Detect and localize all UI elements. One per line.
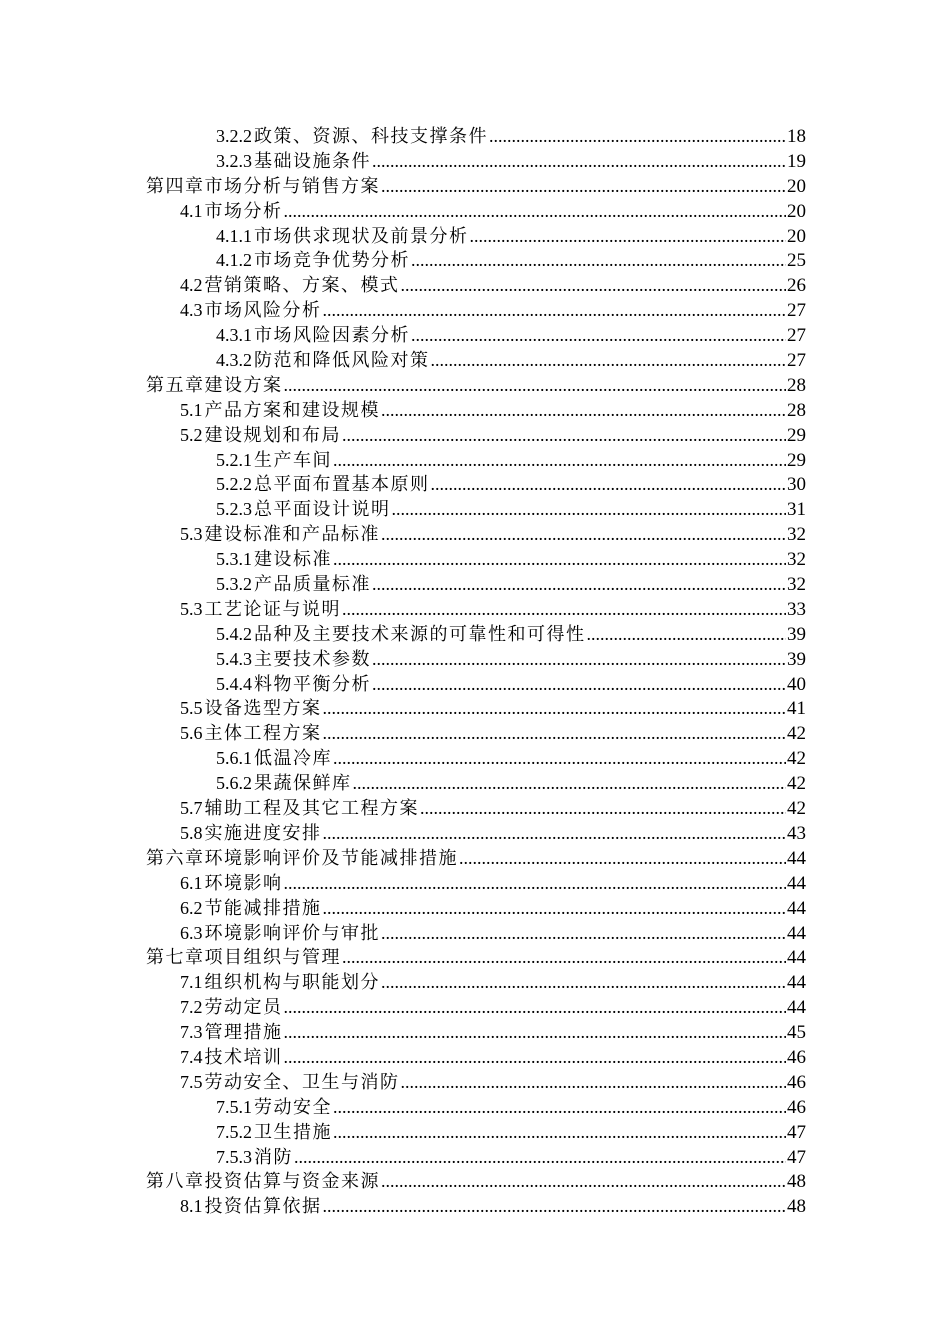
- toc-page-number: 44: [787, 922, 806, 944]
- toc-dot-leader: [323, 896, 787, 921]
- toc-entry-title: [216, 1120, 332, 1146]
- toc-entry[interactable]: [146, 398, 806, 423]
- toc-entry-title: [216, 448, 332, 474]
- toc-entry-text: 低温冷库: [254, 748, 332, 770]
- toc-dot-leader: [333, 547, 786, 572]
- toc-entry-text: 生产车间: [254, 449, 332, 471]
- toc-dot-leader: [372, 149, 786, 174]
- toc-entry-title: [180, 423, 341, 449]
- toc-entry-title: [216, 323, 410, 349]
- toc-page-number: 40: [787, 673, 806, 695]
- toc-entry-number: 5.6.2: [216, 773, 252, 794]
- toc-dot-leader: [489, 124, 786, 149]
- toc-page-number: 31: [787, 499, 806, 521]
- toc-entry-number: 7.2: [180, 997, 203, 1018]
- toc-entry-text: 第四章市场分析与销售方案: [146, 175, 380, 197]
- toc-dot-leader: [392, 497, 787, 522]
- toc-dot-leader: [381, 970, 786, 995]
- toc-entry-title: [216, 672, 371, 698]
- toc-entry-number: 6.3: [180, 922, 203, 943]
- toc-entry-title: [180, 821, 322, 847]
- toc-entry[interactable]: [146, 1020, 806, 1045]
- toc-entry[interactable]: [146, 746, 806, 771]
- toc-entry-text: 主要技术参数: [254, 648, 371, 670]
- toc-entry[interactable]: [146, 199, 806, 224]
- toc-entry-number: 3.2.2: [216, 126, 252, 146]
- toc-entry[interactable]: [146, 224, 806, 249]
- toc-page-number: 27: [787, 350, 806, 372]
- toc-entry-title: [216, 124, 488, 150]
- toc-entry-title: [180, 896, 322, 922]
- toc-entry-number: 5.7: [180, 798, 203, 819]
- toc-entry-text: 建设标准和产品标准: [204, 524, 380, 546]
- toc-page-number: 20: [787, 175, 806, 197]
- toc-entry-text: 第七章项目组织与管理: [146, 947, 341, 969]
- toc-dot-leader: [381, 522, 786, 547]
- toc-dot-leader: [333, 448, 786, 473]
- toc-entry-text: 第八章投资估算与资金来源: [146, 1171, 380, 1193]
- toc-dot-leader: [411, 323, 786, 348]
- toc-page-number: 42: [787, 748, 806, 770]
- toc-entry[interactable]: [146, 547, 806, 572]
- toc-dot-leader: [420, 796, 786, 821]
- toc-entry-text: 产品质量标准: [254, 574, 371, 596]
- toc-entry-title: [180, 1020, 283, 1046]
- toc-page-number: 20: [787, 225, 806, 247]
- toc-entry-title: [216, 622, 586, 648]
- toc-entry[interactable]: [146, 771, 806, 796]
- toc-entry-number: 7.4: [180, 1046, 203, 1067]
- toc-dot-leader: [381, 921, 786, 946]
- toc-dot-leader: [284, 199, 787, 224]
- toc-dot-leader: [411, 248, 786, 273]
- toc-entry-title: [216, 472, 430, 498]
- toc-entry-number: 5.6.1: [216, 748, 252, 769]
- toc-entry[interactable]: [146, 995, 806, 1020]
- toc-dot-leader: [587, 622, 787, 647]
- toc-entry[interactable]: [146, 497, 806, 522]
- toc-entry-number: 5.3.2: [216, 574, 252, 595]
- toc-entry[interactable]: [146, 572, 806, 597]
- toc-entry-text: 产品方案和建设规模: [204, 399, 380, 421]
- toc-entry-text: 节能减排措施: [204, 897, 322, 919]
- toc-entry-number: 4.3: [180, 300, 203, 321]
- toc-entry[interactable]: [146, 921, 806, 946]
- toc-entry-text: 卫生措施: [254, 1121, 332, 1143]
- toc-entry[interactable]: [146, 472, 806, 497]
- toc-entry-text: 主体工程方案: [204, 723, 322, 745]
- toc-dot-leader: [381, 398, 786, 423]
- toc-entry-number: 3.2.3: [216, 150, 252, 171]
- toc-dot-leader: [294, 1145, 786, 1170]
- toc-page-number: 19: [787, 150, 806, 172]
- toc-entry-number: 5.2.3: [216, 499, 252, 520]
- toc-entry-text: 基础设施条件: [254, 150, 371, 172]
- toc-entry[interactable]: [146, 373, 806, 398]
- toc-page-number: 29: [787, 424, 806, 446]
- toc-entry-text: 料物平衡分析: [254, 673, 371, 695]
- toc-page-number: 44: [787, 872, 806, 894]
- toc-entry-number: 7.5.2: [216, 1121, 252, 1142]
- toc-entry[interactable]: [146, 1169, 806, 1194]
- toc-dot-leader: [323, 821, 787, 846]
- toc-entry-text: 市场分析: [204, 200, 283, 222]
- toc-entry[interactable]: [146, 846, 806, 871]
- toc-entry-text: 设备选型方案: [204, 698, 322, 720]
- toc-page-number: 18: [787, 126, 806, 147]
- toc-entry[interactable]: [146, 1095, 806, 1120]
- toc-page-number: 47: [787, 1146, 806, 1168]
- toc-entry[interactable]: [146, 149, 806, 174]
- toc-entry-text: 市场供求现状及前景分析: [254, 225, 469, 247]
- toc-entry-number: 5.3.1: [216, 549, 252, 570]
- toc-entry-number: 6.2: [180, 897, 203, 918]
- toc-page-number: 42: [787, 773, 806, 795]
- toc-entry-text: 总平面布置基本原则: [254, 474, 430, 496]
- toc-entry-number: 5.2.1: [216, 449, 252, 470]
- toc-dot-leader: [381, 1169, 786, 1194]
- toc-entry-title: [180, 721, 322, 747]
- toc-dot-leader: [342, 597, 786, 622]
- toc-entry-number: 4.3.2: [216, 350, 252, 371]
- toc-page-number: 48: [787, 1171, 806, 1193]
- toc-dot-leader: [284, 373, 787, 398]
- toc-entry-number: 7.3: [180, 1022, 203, 1043]
- toc-entry-text: 果蔬保鲜库: [254, 773, 352, 795]
- toc-dot-leader: [323, 1194, 787, 1219]
- toc-dot-leader: [284, 1045, 787, 1070]
- toc-page-number: 39: [787, 648, 806, 670]
- toc-entry-title: [216, 547, 332, 573]
- toc-dot-leader: [401, 273, 787, 298]
- toc-entry-title: [180, 921, 380, 947]
- toc-page-number: 28: [787, 399, 806, 421]
- toc-dot-leader: [353, 771, 787, 796]
- toc-entry-text: 工艺论证与说明: [204, 598, 341, 620]
- toc-entry[interactable]: [146, 298, 806, 323]
- toc-entry-text: 总平面设计说明: [254, 499, 391, 521]
- toc-page-number: 44: [787, 997, 806, 1019]
- toc-dot-leader: [284, 871, 787, 896]
- toc-entry[interactable]: [146, 796, 806, 821]
- toc-entry-text: 市场风险分析: [204, 300, 322, 322]
- toc-page-number: 32: [787, 524, 806, 546]
- toc-page-number: 30: [787, 474, 806, 496]
- toc-entry-text: 消防: [254, 1146, 293, 1168]
- toc-entry-text: 建设标准: [254, 549, 332, 571]
- toc-entry-number: 6.1: [180, 872, 203, 893]
- toc-entry[interactable]: [146, 622, 806, 647]
- toc-page-number: 47: [787, 1121, 806, 1143]
- toc-page-number: 48: [787, 1196, 806, 1218]
- toc-entry-title: [146, 847, 458, 872]
- toc-dot-leader: [372, 572, 786, 597]
- toc-entry[interactable]: [146, 174, 806, 199]
- toc-entry[interactable]: [146, 970, 806, 995]
- toc-entry-text: 投资估算依据: [204, 1196, 322, 1218]
- toc-entry[interactable]: [146, 522, 806, 547]
- toc-page-number: 20: [787, 200, 806, 222]
- toc-entry-title: [216, 224, 469, 250]
- toc-entry[interactable]: [146, 1120, 806, 1145]
- toc-entry-text: 环境影响: [204, 872, 283, 894]
- toc-page-number: 29: [787, 449, 806, 471]
- toc-dot-leader: [372, 647, 786, 672]
- toc-entry-text: 市场风险因素分析: [254, 325, 410, 347]
- toc-page-number: 25: [787, 250, 806, 272]
- toc-entry-text: 技术培训: [204, 1046, 283, 1068]
- toc-dot-leader: [381, 174, 786, 199]
- toc-entry-title: [180, 398, 380, 424]
- toc-entry-title: [216, 1145, 293, 1171]
- toc-entry-title: [180, 1070, 400, 1096]
- toc-entry-title: [180, 1045, 283, 1071]
- toc-entry-number: 8.1: [180, 1196, 203, 1217]
- toc-entry-title: [216, 647, 371, 673]
- toc-entry[interactable]: [146, 696, 806, 721]
- toc-entry[interactable]: [146, 124, 806, 149]
- toc-dot-leader: [431, 348, 787, 373]
- toc-page-number: 27: [787, 300, 806, 322]
- toc-page-number: 26: [787, 275, 806, 297]
- toc-dot-leader: [284, 1020, 787, 1045]
- toc-entry-number: 7.5.3: [216, 1146, 252, 1167]
- toc-entry-number: 5.2.2: [216, 474, 252, 495]
- toc-entry[interactable]: [146, 273, 806, 298]
- toc-entry-title: [216, 248, 410, 274]
- toc-entry-text: 建设规划和布局: [204, 424, 341, 446]
- toc-page-number: 46: [787, 1096, 806, 1118]
- toc-entry-number: 7.5.1: [216, 1096, 252, 1117]
- toc-entry-title: [216, 497, 391, 523]
- toc-dot-leader: [333, 1095, 786, 1120]
- toc-entry[interactable]: [146, 448, 806, 473]
- toc-dot-leader: [342, 945, 786, 970]
- toc-entry[interactable]: [146, 248, 806, 273]
- toc-dot-leader: [323, 696, 787, 721]
- toc-entry-title: [180, 199, 283, 225]
- toc-page-number: 43: [787, 822, 806, 844]
- toc-dot-leader: [323, 298, 787, 323]
- toc-entry[interactable]: [146, 647, 806, 672]
- toc-entry-title: [180, 597, 341, 623]
- toc-entry[interactable]: [146, 871, 806, 896]
- toc-page-number: 46: [787, 1071, 806, 1093]
- toc-entry-text: 第五章建设方案: [146, 374, 283, 396]
- toc-page-number: 32: [787, 549, 806, 571]
- toc-entry-title: [180, 796, 419, 822]
- toc-entry[interactable]: [146, 348, 806, 373]
- toc-dot-leader: [333, 746, 786, 771]
- toc-entry[interactable]: [146, 1070, 806, 1095]
- toc-entry[interactable]: [146, 721, 806, 746]
- toc-entry-text: 环境影响评价与审批: [204, 922, 380, 944]
- toc-dot-leader: [431, 472, 787, 497]
- toc-dot-leader: [333, 1120, 786, 1145]
- toc-entry-text: 营销策略、方案、模式: [204, 275, 400, 297]
- table-of-contents: [146, 124, 806, 1219]
- toc-dot-leader: [323, 721, 787, 746]
- toc-page-number: 44: [787, 897, 806, 919]
- toc-entry-text: 防范和降低风险对策: [254, 350, 430, 372]
- toc-entry-title: [180, 298, 322, 324]
- toc-entry[interactable]: [146, 672, 806, 697]
- toc-page-number: 28: [787, 374, 806, 396]
- toc-entry-title: [180, 995, 283, 1021]
- toc-entry-number: 7.1: [180, 972, 203, 993]
- toc-entry-title: [216, 746, 332, 772]
- toc-page-number: 39: [787, 623, 806, 645]
- toc-entry-number: 4.1: [180, 200, 203, 221]
- toc-entry[interactable]: [146, 1045, 806, 1070]
- toc-entry-title: [216, 771, 352, 797]
- toc-entry-text: 品种及主要技术来源的可靠性和可得性: [254, 623, 586, 645]
- toc-entry-text: 管理措施: [204, 1022, 283, 1044]
- toc-dot-leader: [372, 672, 786, 697]
- toc-entry[interactable]: [146, 323, 806, 348]
- toc-entry-title: [180, 871, 283, 897]
- toc-entry-text: 辅助工程及其它工程方案: [204, 798, 419, 820]
- toc-entry-number: 5.3: [180, 524, 203, 545]
- toc-entry-text: 组织机构与职能划分: [204, 972, 380, 994]
- toc-page-number: 44: [787, 847, 806, 869]
- toc-entry-title: [180, 696, 322, 722]
- toc-dot-leader: [342, 423, 786, 448]
- toc-entry-number: 5.2: [180, 424, 203, 445]
- toc-entry-number: 5.8: [180, 822, 203, 843]
- toc-entry[interactable]: [146, 821, 806, 846]
- toc-entry-number: 5.4.3: [216, 648, 252, 669]
- toc-page-number: 42: [787, 798, 806, 820]
- toc-entry-title: [216, 149, 371, 175]
- toc-dot-leader: [401, 1070, 787, 1095]
- toc-dot-leader: [459, 846, 786, 871]
- toc-entry-number: 5.4.4: [216, 673, 252, 694]
- toc-entry-title: [180, 1194, 322, 1220]
- toc-entry-number: 4.2: [180, 275, 203, 296]
- toc-entry-title: [146, 374, 283, 399]
- toc-entry-title: [216, 572, 371, 598]
- toc-page-number: 33: [787, 598, 806, 620]
- toc-entry-number: 4.1.2: [216, 250, 252, 271]
- toc-dot-leader: [284, 995, 787, 1020]
- toc-entry-title: [146, 946, 341, 971]
- toc-entry-title: [146, 1170, 380, 1195]
- toc-page-number: 45: [787, 1022, 806, 1044]
- toc-dot-leader: [470, 224, 787, 249]
- toc-page-number: 41: [787, 698, 806, 720]
- toc-entry-number: 4.1.1: [216, 225, 252, 246]
- toc-entry-text: 实施进度安排: [204, 822, 322, 844]
- toc-entry[interactable]: [146, 896, 806, 921]
- toc-page-number: 44: [787, 947, 806, 969]
- toc-entry[interactable]: [146, 597, 806, 622]
- toc-entry-title: [216, 1095, 332, 1121]
- toc-entry-title: [180, 522, 380, 548]
- toc-entry-title: [180, 970, 380, 996]
- toc-entry[interactable]: [146, 945, 806, 970]
- toc-entry-text: 政策、资源、科技支撑条件: [254, 126, 488, 147]
- toc-entry-number: 7.5: [180, 1071, 203, 1092]
- toc-entry-text: 市场竞争优势分析: [254, 250, 410, 272]
- toc-entry-number: 4.3.1: [216, 325, 252, 346]
- toc-entry-title: [146, 175, 380, 200]
- toc-page-number: 27: [787, 325, 806, 347]
- toc-entry[interactable]: [146, 1145, 806, 1170]
- toc-entry-title: [216, 348, 430, 374]
- toc-page-number: 32: [787, 574, 806, 596]
- toc-entry-number: 5.1: [180, 399, 203, 420]
- toc-entry-number: 5.3: [180, 598, 203, 619]
- toc-entry-number: 5.4.2: [216, 623, 252, 644]
- toc-page-number: 44: [787, 972, 806, 994]
- toc-entry-text: 第六章环境影响评价及节能减排措施: [146, 847, 458, 869]
- toc-entry-number: 5.6: [180, 723, 203, 744]
- toc-entry-title: [180, 273, 400, 299]
- toc-entry[interactable]: [146, 423, 806, 448]
- toc-entry-text: 劳动安全: [254, 1096, 332, 1118]
- toc-entry-text: 劳动安全、卫生与消防: [204, 1071, 400, 1093]
- toc-page-number: 46: [787, 1046, 806, 1068]
- toc-entry-number: 5.5: [180, 698, 203, 719]
- toc-entry[interactable]: [146, 1194, 806, 1219]
- toc-page-number: 42: [787, 723, 806, 745]
- toc-entry-text: 劳动定员: [204, 997, 283, 1019]
